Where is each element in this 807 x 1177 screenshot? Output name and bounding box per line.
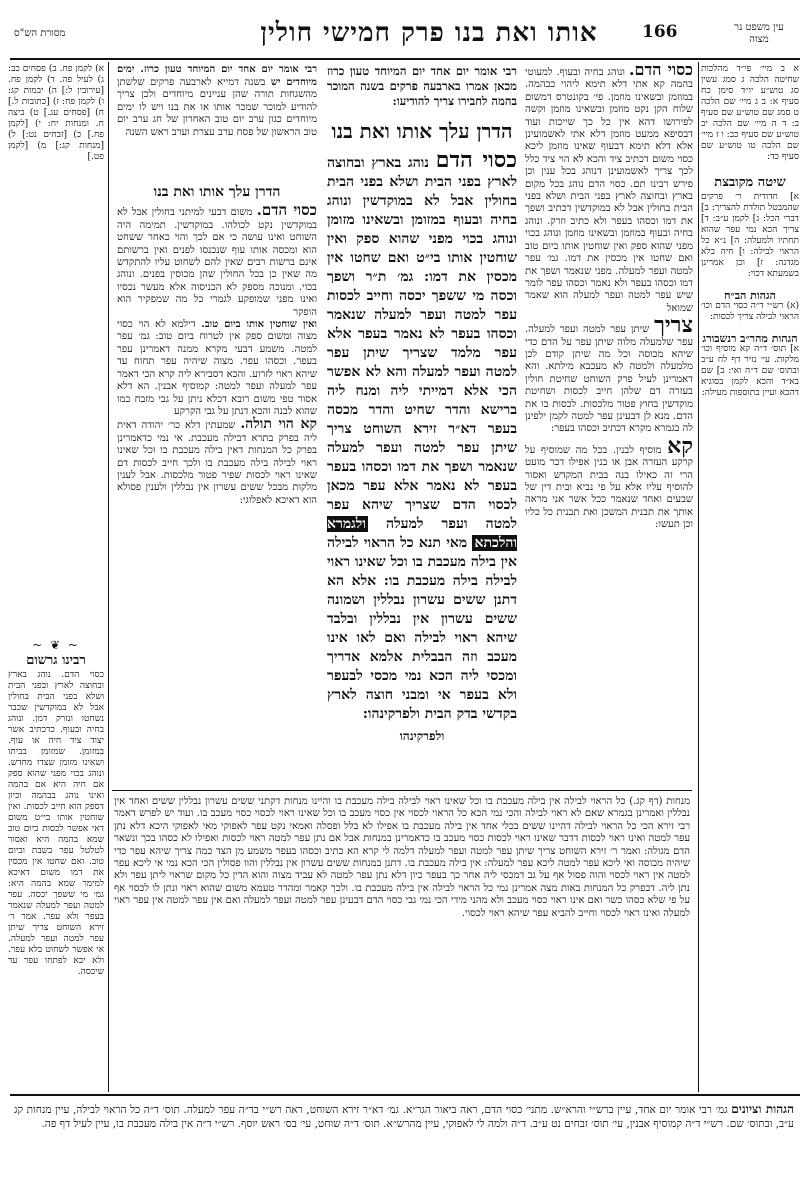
- footer-heading: הגהות וציונים: [731, 1102, 794, 1116]
- tosafot-dibbur-1: כסוי הדם.: [256, 201, 317, 220]
- highlighted-phrase: ולגמרא והלכתא: [327, 516, 517, 551]
- masoret-divider: [108, 62, 109, 1092]
- page-number: 166: [642, 22, 678, 42]
- tosafot-block-1: [117, 201, 317, 319]
- footer-text: גמ׳ רבי אומר יום אחד, עיין ברש״י והרא״ש. מתני׳ כסוי הדם, ראה ביאור הגר״א. גמ׳ דא״ר זירא השוחט, ראה רש״י בד״ה עפר למעלה. תוס׳ ד״ה כל הראוי לבילה, עיין מנחות קג ע״ב, ובתוס׳ שם. רש״י ד״ה קמוסיף אבנין, עי׳ תוס׳ זבחים נט ע״ב. ד״ה ולמה לי לאפוקי, עיין מהרש״א. תוס׳ ד״ה שוחט, עי׳ בס׳ ראש יוסף. רש״י ד״ה אין בילה מעכבת בו, עיין לעיל דף פה.: [14, 1104, 794, 1130]
- chapter-end-heading: הדרן עלך אותו ואת בנו: [331, 119, 513, 143]
- rabbeinu-gershom-text: כסוי הדם. נוהג בארץ ובחוצה לארץ ובפני הבית ושלא בפני הבית בחולין אבל לא במוקדשין שכבר נשחטו ונזרק דמן. ונוהג בחיה ובעוף. כדכתיב אשר יצוד ציד חיה או עוף. במזומן. שמזומן בביתו ושאינו מזומן שצדו מחדש. ונוהג בכוי מפני שהוא ספק אם חיה היא אם בהמה ואינו נוהג בבהמה וכיון דספק הוא חייב לכסות. ואין שוחטין אותו בי״ט משום דאי אפשר לכסות ביום טוב שמא בהמה היא ואסור לטלטל עפר בשבת וביום טוב. ואם שחטו אין מכסין את דמו משום דאיכא למימר שמא בהמה היא: גמ׳ מי ששפך יכסה. עפר למטה ועפר למעלה שנאמר בעפר ולא עפר. אמר ר׳ זירא השוחט צריך שיתן עפר למטה ועפר למעלה. אי אפשר לשחוט בלא עפר. ולא יבא לפתחו עפר עד שיכסה.: [8, 670, 104, 977]
- rashi-block: [525, 64, 693, 315]
- page-title: אותו ואת בנו פרק חמישי חולין: [260, 18, 598, 48]
- footer-divider: [10, 1094, 800, 1096]
- mishnah-end-phrase: ולפרקינהו: [399, 729, 445, 743]
- rashi-dibbur-ka: קא: [667, 432, 693, 459]
- header-divider: [10, 58, 800, 60]
- rabbeinu-gershom-column: [8, 640, 104, 1090]
- ein-mishpat-text: א ב מיי׳ פי״ד מהלכות שחיטה הלכה ג סמג עשין סג טוש״ע יו״ד סימן כח סעיף א: ב ג מיי׳ שם הלכה ט סמג שם טוש״ע שם סעיף ב: ד ה מיי׳ שם הלכה יב טוש״ע שם סעיף כב: ו ז מיי׳ שם הלכה טו טוש״ע שם סעיף כד:: [701, 64, 799, 162]
- mishnah-text: נוהג בארץ ובחוצה לארץ בפני הבית ושלא בפני הבית בחולין אבל לא במוקדשין ונוהג בחיה ובעוף במזומן ובשאינו מזומן ונוהג בכוי מפני שהוא ספק ואין שוחטין אותו בי״ט ואם שחטו אין מכסין את דמו: גמ׳ ת״ר ושפך וכסה מי ששפך יכסה וחייב לכסות עפר למטה ועפר למעלה שנאמר וכסהו בעפר לא נאמר בעפר אלא עפר מלמד שצריך שיתן עפר למטה ועפר למעלה והא לא אפשר הכי אלא דמייתי ליה ומנח ליה ברישא והדר שחיט והדר מכסה בעפר דא״ר זירא השוחט צריך שיתן עפר למטה ועפר למעלה שנאמר ושפך את דמו וכסהו בעפר בעפר לא נאמר אלא עפר מכאן לכסוי הדם שצריך שיהא עפר למטה ועפר למעלה: [327, 155, 517, 532]
- tosafot-hadran: הדרן עלך אותו ואת בנו: [153, 184, 281, 200]
- rashi-text-3: מוסיף לבנין. בכל מה שמוסיף על קרקע העזרה אבן או בנין אפילו דבר מועט הרי זה כאילו בנה בבית המקדש ואסור להוסיף עליו אלא על פי נביא ובית דין של שבעים ואחד שנאמר ככל אשר אני מראה אותך את תבנית המשכן ואת תבנית כל כליו וכן תעשו:: [525, 444, 693, 531]
- page-header: [14, 18, 794, 50]
- mishnah-text-end: מאי תנא כל הראוי לבילה אין בילה מעכבת בו וכל שאינו ראוי לבילה בילה מעכבת בו: אלא הא דתנן ששים עשרון נבללין ושמונה ששים עשרון אין נבללין ובלבד שיהא ראוי לבילה ואם לאו אינו מעכב וזה הבבלית אלמא אדריך ומכסי ליה הכא נמי מכסי לבעפר ולא בעפר אי ומבני חוצה לארץ בקדשי בדק הבית ולפרקינהו:: [327, 535, 517, 722]
- rashi-text-1: ונוהג בחיה ובעוף. למעוטי בהמה קא אתי דלא תימא ליהוי כבהמה. במוזמן ובשאינו מוזמן. פי׳ בקונטרס דמשום שלוח הקן נקט מוזמן ובשאינו מוזמן וקשה לפירושו דהא אין כל כך שייכות ועוד דבסיפא ממעט מוזמן דלא אתי לאשמועינן אלא דלא תימא דבעוף שאינו מוזמן ליכא כסוי משום דכתיב ציד והכא לא הוי ציד כלל לכך צריך לאשמועינן דנוהג בכל ענין וכן פירש רבינו תם. כסוי הדם נוהג בכל מקום בארץ ובחוצה לארץ בפני הבית ושלא בפני הבית בחולין אבל לא במוקדשין דכתיב ושפך את דמו וכסהו בעפר ולא כתיב וזרק. ונוהג בחיה ובעוף במוזמן ובשאינו מוזמן ונוהג בכוי מפני שהוא ספק ואין שוחטין אותו ביום טוב ואם שחטו אין מכסין את דמו. גמ׳ עפר למטה ועפר למעלה. מפני שנאמר ושפך את דמו וכסהו בעפר ולא נאמר וכסהו עפר לומר שיש עפר למטה ועפר למעלה הוא שאמר שמואל: [525, 67, 693, 314]
- masoret-hashas-label: מסורת הש"ס: [14, 28, 66, 39]
- shita-mekubetzet-title: שיטה מקובצת: [714, 175, 786, 190]
- tosafot-column: [117, 180, 317, 780]
- rabbeinu-gershom-title: רבינו גרשום: [26, 653, 86, 668]
- tosafot-top-block: [117, 64, 317, 174]
- tosafot-text-1: משום דבעי למיתני בחולין אבל לא במוקדשין נקט לכולהו. במוקדשין. תמימה היה השוחט ואינו עושה כי אם לכך והוי כאחר ששחט הוא ומכסה אותו עוף שנכנסו לפנים ואין ברשותם אינם ברשות רבים שאין להם לשחוט עליו להתקדש מה שאין כן בכל החולין שהן מכוסין בפנים. ונוהג בכוי. ומנוכה מספק לא הכניסוה אלא מעשר נכסיו ואינו מפני שמופקע לגמרי כל מה שמפקיר הוא הופקר: [117, 207, 317, 318]
- masoret-column: [8, 64, 104, 624]
- mishnah-opening-word: כסוי הדם: [435, 147, 517, 173]
- main-text-column: [327, 64, 517, 784]
- tosafot-block-2: [117, 319, 317, 418]
- lower-divider: [112, 790, 692, 791]
- masoret-text: א) לקמן פח. ב) פסחים כב: ג) לעיל פה. ד) לקמן פח. [עירובין ל:] ה) יבמות קג: ו) לקמן פח: ז) [כתובות ל.] ח) [פסחים עג.] ט) ביצה ח. ומנחות יח: י) [לקמן פח.] כ) [זבחים נט:] ל) [מנחות קג:] מ) [לקמן פט.]: [8, 64, 104, 162]
- shita-mekubetzet-text: א] חדודית ר׳ פרקים שהמבטל תולדת להצריך: ב] דברי הכל: ג] לקמן ע״ב: ד] צריך הכא נמי עפר שהוא תחתיו ולמעלה: ה] נ״א כל הראוי לבילה: ו] חיה בלא מגדנה: ז] וכן אמרינן בשמעתא דכוי:: [701, 192, 799, 279]
- ein-mishpat-label: עין משפט נר מצוה: [734, 22, 784, 45]
- gershom-ornament: ~ ❦ ~: [32, 640, 80, 652]
- tosafot-dibbur-2: ואין שוחטין אותו ביום טוב.: [201, 319, 317, 331]
- mishnah-body: [327, 147, 517, 724]
- rashi-dibbur-tzarich: צריך: [654, 312, 693, 339]
- rashi-block-2: [525, 312, 693, 436]
- sidebar-divider-right: [698, 62, 699, 1092]
- tosafot-text-2: דילמא לא הוי כסוי מצוה ומשום ספק אין לטרוח ביום טוב: גמ׳ עפר למטה. משמע דבעי מקרא ממנה דאמרינן עפר בעפר. וכסהו עפר. מצוה שיהיה עפר תחוח עד שיהא ראוי לזרוע. והכא דסבירא ליה קרא הכי דאמר עפר למעלה ועפר למטה: קמוסיף אבנין. הא דלא אסור טפי משום רובא דכלא ניתן על גבי מזבח כמו שהוא לבנה והכא דנתן על גבי הקרקע: [117, 319, 317, 417]
- rashi-column: [525, 64, 693, 784]
- mishnah-intro: רבי אומר יום אחד יום המיוחד טעון כרוז מכאן אמרו בארבעה פרקים בשנה המוכר בהמה לחבירו צריך להודיעו:: [327, 64, 517, 108]
- footer-notes: [14, 1102, 794, 1131]
- ein-mishpat-column: [701, 64, 799, 1084]
- top-left-first-line: רבי אומר יום אחד יום המיוחד טעון כרוז. ימים מיוחדים יש: [117, 64, 317, 88]
- lower-commentary: [114, 796, 690, 1088]
- maharshba-title: הגהות מהר״ב רנשבורג: [702, 332, 798, 345]
- top-left-text: בשנה דמייא לארבעה פרקים שלשתן מהשגחות תורה שהן עניינים מיוחדים ולכן צריך להודיע למוכר שמכר אותו או את בנו ויש לו ימים מיוחדים כגון ערב יום טוב האחרון של חג ערב יום טוב הראשון של פסח ערב עצרת וערב ראש השנה: [117, 76, 317, 138]
- rashi-dibbur-kisui: כסוי הדם.: [628, 64, 693, 79]
- hagahot-habach-title: הגהות הב״ח: [724, 289, 776, 302]
- maharshba-text: א] תוס׳ ד״ה קא מוסיף וכו׳ מלקות. עי׳ נזיר דף לח ע״ב ובתוס׳ שם ד״ה ואי: ב] שם בא״ד והכא לקמן בסוגיא דהכא ועיין בתוספות מעילה:: [701, 344, 799, 398]
- rashi-text-2: שיתן עפר למטה ועפר למעלה. עפר שלמעלה מלוה שיתן עפר על הדם כדי שיהא מכוסה וכל מה שיתן קודם לכן מלמעלה ולמטה לא מעכבא מילתא. והא דאמרינן לעיל פרק השוחט שחיטת חולין בעזרה דם שלהן חייב לכסות ושחיטת מוקדשין בחוץ פטור מלכסות. לכסות בו את הדם. מנא לן דבעינן עפר למטה לקמן ילפינן לה בגמרא מקרא דכתיב וכסהו בעפר:: [525, 324, 693, 435]
- rashi-block-3: [525, 432, 693, 532]
- tosafot-text-3: שמעתין דלא כר׳ יהודה דאית ליה בפרק בתרא דבילה מעכבת. אי נמי כדאמרינן בפרק כל המנחות דאין בילה מעכבת בו וכל שאינו ראוי לבילה בילה מעכבת בו ולכך חייב לכסות דם שאינו ראוי לכסות שפיר פטור מלכסות. אבל לענין מלקות מבכל ששים עשרון אין נבללין ולענין פסולא הוא דאיכא לאפלוגי:: [117, 420, 317, 506]
- tosafot-block-3: [117, 418, 317, 507]
- tosafot-dibbur-3: קא הוי תולה.: [240, 416, 317, 433]
- hagahot-habach-text: (א) רש״י ד״ה כסוי הדם וכו׳ הראוי לבילה צריך לכסות:: [701, 301, 799, 322]
- lower-commentary-text: מנחות (דף קג.) כל הראוי לבילה אין בילה מעכבת בו וכל שאינו ראוי לבילה בילה מעכבת בו והיינו מנחות דקתני ששים עשרון נבללין ששים ואחד אין נבללין ואמרינן בגמרא שאם לא ראוי לבילה והכי נמי הכא כל הראוי לכסוי אין כסוי מעכב בו וכל שאינו ראוי לכסוי כסוי מעכב בו. ועוד יש לפרש דאמר רבי זירא הכי כל הראוי לבילה דהיינו ששים בכלי אחד אין בילה מעכבת בו אפילו לא בלל ופסלה ואמאי נקט עפר לאפוקי מאי לאפוקי היכא דלא נתן עפר למטה ואינו ראוי לכסות דדבר שאינו ראוי לכסות כסוי מעכב בו כדאמרינן במנחות אבל אם נתן עפר למטה ראוי לכסות ואפילו לא כסהו בכך ונשאר הדם מגולה: ואמר ר׳ זירא השוחט צריך שיתן עפר למטה ועפר למעלה דלמה לי קרא הא כתיב וכסהו בעפר משמע מן הצד כמה צריך שיהא עפר כדי שיהיה מכוסה ואי ליכא עפר למטה ליכא עפר למעלה: אין בילה מעכבת בו. דתנן במנחות ששים עשרון אין נבללין והוו פסולין הכי הכא נמי אי ליכא עפר למטה אין ראוי לכסוי והוה פסול אף על גב דמכסי ליה אחר כך בעפר כיון דלא נתן עפר למטה לא עביד מצוה והוא הדין כל מקום שראוי ליתן עפר ולא נתן ליה. דבפרק כל המנחות באות מצה אמרינן נמי כל הראוי לבילה אין בילה מעכבת בו. ולכך קאמר ומהדר טעמא משום שהוא ראוי ונתן לו לכסוי אף על פי שלא כסהו כשר ואם אינו ראוי כסוי מעכב ולא מהני מידי הכי נמי גבי כסוי הדם דבעינן עפר למטה ועפר למעלה ואם אין עפר למטה אין עפר ראוי למעלה ואינו ראוי לכסוי וחייב להביא עפר שיהא ראוי לכסוי.: [114, 796, 690, 919]
